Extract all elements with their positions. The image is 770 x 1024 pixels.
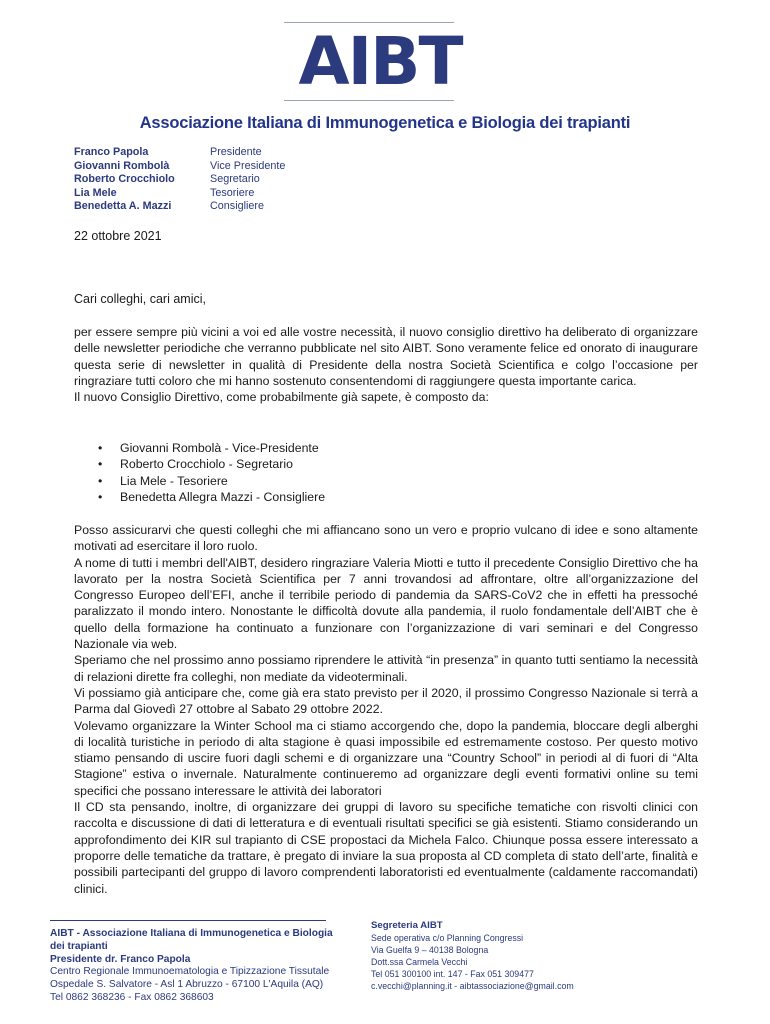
footer-line: Dott.ssa Carmela Vecchi [371,957,468,967]
board-role: Consigliere [210,200,265,213]
board-row [74,173,285,187]
body-paragraph: A nome di tutti i membri dell'AIBT, desidero ringraziare Valeria Miotti e tutto il precedente Consiglio Direttivo che ha lavorato per la nostra Società Scientifica per 7 anni trovandosi ad affrontare, oltre all’organizzazione del Congresso Europeo dell’EFI, anche il terribile periodo di pandemia da SARS-CoV2 che in effetti ha pressoché paralizzato il mondo intero. Nonostante le difficoltà dovute alla pandemia, il ruolo fondamentale dell’AIBT che è quello della formazione ha continuato a funzionare con l’organizzazione di vari seminari e del Congresso Nazionale via web. [74,555,698,652]
board-role: Tesoriere [210,186,255,199]
members-list [98,440,325,505]
letter-body [74,522,698,897]
board-name: Roberto Crocchiolo [74,173,175,186]
footer-phone: Tel 0862 368236 - Fax 0862 368603 [50,991,214,1003]
aibt-logo: AIBT [298,23,462,100]
body-paragraph: Volevamo organizzare la Winter School ma ci stiamo accorgendo che, dopo la pandemia, bloccare degli alberghi di località turistiche in periodo di alta stagione è quasi impossibile ed estremamente costoso. Per questo motivo stiamo pensando di uscire fuori dagli schemi e di organizzare una “Country School” in periodi al di fuori di “Alta Stagione” estiva o invernale. Naturalmente continueremo ad organizzare degli eventi formativi online su temi specifici che possano interessare le attività dei laboratori [74,718,698,798]
greeting: Cari colleghi, cari amici, [74,292,206,306]
board-row [74,146,285,160]
footer-president: Presidente dr. Franco Papola [50,953,191,965]
member-item: • Giovanni Rombolà - Vice-Presidente [98,440,325,456]
member-item: • Benedetta Allegra Mazzi - Consigliere [98,489,325,505]
logo-rule-bottom [284,100,454,101]
association-title: Associazione Italiana di Immunogenetica e Biologia dei trapianti [139,114,631,132]
footer-email-line[interactable]: c.vecchi@planning.it - aibtassociazione@gmail.com [371,981,574,991]
intro-paragraph: per essere sempre più vicini a voi ed alle vostre necessità, il nuovo consiglio direttivo ha deliberato di organizzare delle newsletter periodiche che verranno pubblicate nel sito AIBT. Sono veramente felice ed onorato di inaugurare questa serie di newsletter in qualità di Presidente della nostra Società Scientifica e colgo l’occasione per ringraziare tutti coloro che mi hanno sostenuto consentendomi di raggiungere questa importante carica. [74,325,698,388]
body-paragraph: Speriamo che nel prossimo anno possiamo riprendere le attività “in presenza” in quanto tutti sentiamo la necessità di relazioni dirette fra colleghi, non mediate da videoterminali. [74,653,698,684]
member-item: • Lia Mele - Tesoriere [98,473,325,489]
footer-org: AIBT - Associazione Italiana di Immunogenetica e Biologia dei trapianti [50,928,333,952]
board-row [74,187,285,201]
board-name: Giovanni Rombolà [74,159,170,172]
intro-block [74,324,698,405]
board-role: Vice Presidente [210,159,286,172]
footer-line: Sede operativa c/o Planning Congressi [371,933,524,943]
footer-line: Tel 051 300100 int. 147 - Fax 051 309477 [371,969,534,979]
body-paragraph: Il CD sta pensando, inoltre, di organizzare dei gruppi di lavoro su specifiche tematiche con risvolti clinici con raccolta e discussione di dati di letteratura e di eventuali risultati specifici se già esistenti. Stiamo considerando un approfondimento dei KIR sul trapianto di CSE propostaci da Michela Falco. Chiunque possa essere interessato a proporre delle tematiche da trattare, è pregato di inviare la sua proposta al CD completa di stato dell’arte, finalità e possibili partecipanti del gruppo di lavoro comprendenti laboratoristi ed eventualmente (caldamente raccomandati) clinici. [74,800,698,896]
board-role: Segretario [210,173,260,186]
footer-center: Centro Regionale Immunoematologia e Tipizzazione Tissutale [50,966,330,978]
footer-secretariat-title: Segreteria AIBT [371,920,443,931]
board-name: Benedetta A. Mazzi [74,200,172,213]
board-list [74,146,285,214]
footer-left [50,928,350,1005]
footer-address: Ospedale S. Salvatore - Asl 1 Abruzzo - 67100 L'Aquila (AQ) [50,979,324,991]
board-name: Lia Mele [74,186,117,199]
board-name: Franco Papola [74,146,149,158]
board-row [74,160,285,174]
intro-paragraph: Il nuovo Consiglio Direttivo, come probabilmente già sapete, è composto da: [74,390,489,405]
body-paragraph: Vi possiamo già anticipare che, come già era stato previsto per il 2020, il prossimo Congresso Nazionale si terrà a Parma dal Giovedì 27 ottobre al Sabato 29 ottobre 2022. [74,685,698,717]
footer-line: Via Guelfa 9 – 40138 Bologna [371,945,489,955]
board-role: Presidente [210,146,262,158]
footer-rule [50,920,326,921]
letter-date: 22 ottobre 2021 [74,229,162,243]
body-paragraph: Posso assicurarvi che questi colleghi che mi affiancano sono un vero e proprio vulcano di idee e sono altamente motivati ad esercitare il loro ruolo. [74,523,698,554]
member-item: • Roberto Crocchiolo - Segretario [98,456,325,472]
board-row [74,200,285,214]
footer-right [371,920,574,992]
